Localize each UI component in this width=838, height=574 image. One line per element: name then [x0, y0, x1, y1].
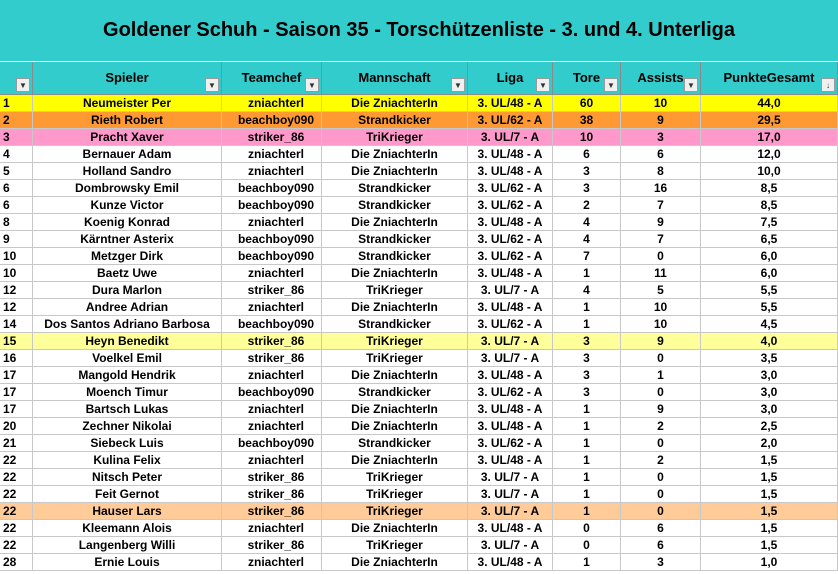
page-title: Goldener Schuh - Saison 35 - Torschützenliste - 3. und 4. Unterliga	[103, 19, 735, 41]
cell-liga[interactable]: 3. UL/48 - A	[468, 520, 553, 537]
cell-punkte[interactable]: 3,5	[701, 350, 838, 367]
cell-assists[interactable]: 9	[621, 333, 701, 350]
cell-assists[interactable]: 5	[621, 282, 701, 299]
cell-assists[interactable]: 7	[621, 231, 701, 248]
cell-liga[interactable]: 3. UL/7 - A	[468, 503, 553, 520]
cell-spieler[interactable]: Dura Marlon	[33, 282, 222, 299]
cell-rank[interactable]: 17	[0, 367, 33, 384]
cell-rank[interactable]: 10	[0, 248, 33, 265]
cell-liga[interactable]: 3. UL/7 - A	[468, 350, 553, 367]
cell-liga[interactable]: 3. UL/62 - A	[468, 384, 553, 401]
cell-spieler[interactable]: Rieth Robert	[33, 112, 222, 129]
cell-mannschaft[interactable]: TriKrieger	[322, 503, 468, 520]
cell-tore[interactable]: 3	[553, 180, 621, 197]
cell-liga[interactable]: 3. UL/62 - A	[468, 231, 553, 248]
cell-assists[interactable]: 1	[621, 367, 701, 384]
cell-tore[interactable]: 0	[553, 520, 621, 537]
cell-teamchef[interactable]: beachboy090	[222, 112, 322, 129]
cell-rank[interactable]: 17	[0, 401, 33, 418]
cell-teamchef[interactable]: striker_86	[222, 537, 322, 554]
cell-teamchef[interactable]: striker_86	[222, 503, 322, 520]
cell-spieler[interactable]: Dombrowsky Emil	[33, 180, 222, 197]
cell-assists[interactable]: 0	[621, 435, 701, 452]
cell-tore[interactable]: 1	[553, 452, 621, 469]
cell-tore[interactable]: 2	[553, 197, 621, 214]
cell-tore[interactable]: 10	[553, 129, 621, 146]
cell-rank[interactable]: 22	[0, 520, 33, 537]
cell-tore[interactable]: 1	[553, 418, 621, 435]
table-row[interactable]	[0, 401, 838, 418]
cell-spieler[interactable]: Kleemann Alois	[33, 520, 222, 537]
table-row[interactable]	[0, 248, 838, 265]
column-header-label: PunkteGesamt	[723, 69, 815, 85]
cell-mannschaft[interactable]: Strandkicker	[322, 248, 468, 265]
cell-tore[interactable]: 1	[553, 503, 621, 520]
cell-assists[interactable]: 3	[621, 129, 701, 146]
cell-assists[interactable]: 8	[621, 163, 701, 180]
cell-assists[interactable]: 0	[621, 350, 701, 367]
cell-mannschaft[interactable]: Die ZniachterIn	[322, 452, 468, 469]
cell-rank[interactable]: 12	[0, 282, 33, 299]
table-row[interactable]	[0, 214, 838, 231]
cell-spieler[interactable]: Andree Adrian	[33, 299, 222, 316]
cell-teamchef[interactable]: zniachterl	[222, 520, 322, 537]
table-row[interactable]	[0, 231, 838, 248]
column-header-assists	[621, 62, 701, 95]
table-row[interactable]	[0, 265, 838, 282]
cell-mannschaft[interactable]: TriKrieger	[322, 350, 468, 367]
cell-mannschaft[interactable]: Die ZniachterIn	[322, 520, 468, 537]
cell-mannschaft[interactable]: TriKrieger	[322, 333, 468, 350]
cell-assists[interactable]: 11	[621, 265, 701, 282]
cell-rank[interactable]: 22	[0, 537, 33, 554]
cell-spieler[interactable]: Ernie Louis	[33, 554, 222, 571]
cell-punkte[interactable]: 44,0	[701, 95, 838, 112]
cell-spieler[interactable]: Langenberg Willi	[33, 537, 222, 554]
cell-liga[interactable]: 3. UL/48 - A	[468, 299, 553, 316]
cell-tore[interactable]: 1	[553, 265, 621, 282]
cell-spieler[interactable]: Bernauer Adam	[33, 146, 222, 163]
cell-assists[interactable]: 9	[621, 401, 701, 418]
cell-rank[interactable]: 8	[0, 214, 33, 231]
cell-assists[interactable]: 2	[621, 418, 701, 435]
cell-teamchef[interactable]: zniachterl	[222, 418, 322, 435]
cell-rank[interactable]: 2	[0, 112, 33, 129]
table-row[interactable]	[0, 299, 838, 316]
column-header-label: Teamchef	[241, 69, 302, 85]
cell-liga[interactable]: 3. UL/7 - A	[468, 486, 553, 503]
column-header-rank	[0, 62, 33, 95]
cell-assists[interactable]: 10	[621, 316, 701, 333]
column-header-label: Spieler	[105, 69, 149, 85]
cell-mannschaft[interactable]: Die ZniachterIn	[322, 214, 468, 231]
cell-punkte[interactable]: 3,0	[701, 384, 838, 401]
cell-teamchef[interactable]: zniachterl	[222, 95, 322, 112]
cell-punkte[interactable]: 2,0	[701, 435, 838, 452]
cell-assists[interactable]: 0	[621, 248, 701, 265]
cell-mannschaft[interactable]: Die ZniachterIn	[322, 265, 468, 282]
cell-mannschaft[interactable]: Strandkicker	[322, 231, 468, 248]
cell-assists[interactable]: 0	[621, 503, 701, 520]
sort-descending-icon[interactable]: ↓	[821, 78, 835, 92]
cell-spieler[interactable]: Pracht Xaver	[33, 129, 222, 146]
cell-teamchef[interactable]: striker_86	[222, 333, 322, 350]
cell-punkte[interactable]: 7,5	[701, 214, 838, 231]
cell-mannschaft[interactable]: Strandkicker	[322, 384, 468, 401]
cell-spieler[interactable]: Kulina Felix	[33, 452, 222, 469]
cell-mannschaft[interactable]: Strandkicker	[322, 180, 468, 197]
cell-tore[interactable]: 1	[553, 554, 621, 571]
column-header-punkte	[701, 62, 838, 95]
table-row[interactable]	[0, 537, 838, 554]
filter-dropdown-icon[interactable]: ▼	[536, 78, 550, 92]
table-row[interactable]	[0, 180, 838, 197]
table-row[interactable]	[0, 418, 838, 435]
table-row[interactable]	[0, 163, 838, 180]
cell-spieler[interactable]: Siebeck Luis	[33, 435, 222, 452]
cell-rank[interactable]: 5	[0, 163, 33, 180]
cell-assists[interactable]: 2	[621, 452, 701, 469]
cell-liga[interactable]: 3. UL/62 - A	[468, 112, 553, 129]
cell-teamchef[interactable]: beachboy090	[222, 435, 322, 452]
cell-tore[interactable]: 3	[553, 350, 621, 367]
cell-spieler[interactable]: Neumeister Per	[33, 95, 222, 112]
cell-assists[interactable]: 0	[621, 486, 701, 503]
cell-spieler[interactable]: Zechner Nikolai	[33, 418, 222, 435]
cell-rank[interactable]: 6	[0, 197, 33, 214]
cell-teamchef[interactable]: zniachterl	[222, 452, 322, 469]
cell-punkte[interactable]: 8,5	[701, 197, 838, 214]
cell-punkte[interactable]: 6,0	[701, 248, 838, 265]
cell-liga[interactable]: 3. UL/62 - A	[468, 248, 553, 265]
cell-spieler[interactable]: Heyn Benedikt	[33, 333, 222, 350]
column-header-label: Liga	[496, 69, 524, 85]
cell-punkte[interactable]: 8,5	[701, 180, 838, 197]
cell-teamchef[interactable]: beachboy090	[222, 316, 322, 333]
cell-assists[interactable]: 16	[621, 180, 701, 197]
column-header-label: Mannschaft	[358, 69, 431, 85]
cell-teamchef[interactable]: beachboy090	[222, 248, 322, 265]
cell-punkte[interactable]: 2,5	[701, 418, 838, 435]
cell-mannschaft[interactable]: TriKrieger	[322, 537, 468, 554]
cell-punkte[interactable]: 1,5	[701, 452, 838, 469]
cell-liga[interactable]: 3. UL/48 - A	[468, 163, 553, 180]
table-row[interactable]	[0, 95, 838, 112]
table-row[interactable]	[0, 469, 838, 486]
cell-assists[interactable]: 0	[621, 384, 701, 401]
table-row[interactable]	[0, 520, 838, 537]
cell-liga[interactable]: 3. UL/62 - A	[468, 180, 553, 197]
cell-assists[interactable]: 6	[621, 520, 701, 537]
cell-punkte[interactable]: 4,5	[701, 316, 838, 333]
cell-tore[interactable]: 3	[553, 367, 621, 384]
cell-rank[interactable]: 1	[0, 95, 33, 112]
table-row[interactable]	[0, 112, 838, 129]
cell-punkte[interactable]: 6,0	[701, 265, 838, 282]
cell-punkte[interactable]: 4,0	[701, 333, 838, 350]
cell-liga[interactable]: 3. UL/48 - A	[468, 418, 553, 435]
cell-teamchef[interactable]: zniachterl	[222, 554, 322, 571]
cell-rank[interactable]: 22	[0, 469, 33, 486]
cell-tore[interactable]: 4	[553, 214, 621, 231]
cell-teamchef[interactable]: zniachterl	[222, 163, 322, 180]
cell-rank[interactable]: 15	[0, 333, 33, 350]
filter-dropdown-icon[interactable]: ▼	[451, 78, 465, 92]
table-row[interactable]	[0, 350, 838, 367]
cell-punkte[interactable]: 1,0	[701, 554, 838, 571]
cell-rank[interactable]: 9	[0, 231, 33, 248]
column-header-mannschaft	[322, 62, 468, 95]
cell-liga[interactable]: 3. UL/7 - A	[468, 129, 553, 146]
cell-spieler[interactable]: Voelkel Emil	[33, 350, 222, 367]
cell-punkte[interactable]: 17,0	[701, 129, 838, 146]
column-header-label: Tore	[572, 69, 601, 85]
cell-mannschaft[interactable]: Strandkicker	[322, 112, 468, 129]
cell-teamchef[interactable]: zniachterl	[222, 299, 322, 316]
cell-liga[interactable]: 3. UL/48 - A	[468, 367, 553, 384]
cell-mannschaft[interactable]: TriKrieger	[322, 469, 468, 486]
cell-tore[interactable]: 1	[553, 299, 621, 316]
cell-liga[interactable]: 3. UL/48 - A	[468, 554, 553, 571]
cell-spieler[interactable]: Metzger Dirk	[33, 248, 222, 265]
cell-liga[interactable]: 3. UL/7 - A	[468, 537, 553, 554]
cell-rank[interactable]: 16	[0, 350, 33, 367]
filter-dropdown-icon[interactable]: ▼	[684, 78, 698, 92]
cell-punkte[interactable]: 1,5	[701, 503, 838, 520]
cell-punkte[interactable]: 3,0	[701, 401, 838, 418]
cell-tore[interactable]: 6	[553, 146, 621, 163]
cell-mannschaft[interactable]: Die ZniachterIn	[322, 299, 468, 316]
cell-spieler[interactable]: Holland Sandro	[33, 163, 222, 180]
cell-punkte[interactable]: 6,5	[701, 231, 838, 248]
table-row[interactable]	[0, 367, 838, 384]
cell-liga[interactable]: 3. UL/48 - A	[468, 401, 553, 418]
cell-mannschaft[interactable]: Die ZniachterIn	[322, 95, 468, 112]
cell-rank[interactable]: 10	[0, 265, 33, 282]
cell-assists[interactable]: 7	[621, 197, 701, 214]
cell-spieler[interactable]: Kärntner Asterix	[33, 231, 222, 248]
cell-spieler[interactable]: Hauser Lars	[33, 503, 222, 520]
cell-spieler[interactable]: Feit Gernot	[33, 486, 222, 503]
column-header-tore	[553, 62, 621, 95]
cell-spieler[interactable]: Bartsch Lukas	[33, 401, 222, 418]
cell-tore[interactable]: 4	[553, 282, 621, 299]
cell-liga[interactable]: 3. UL/48 - A	[468, 146, 553, 163]
table-row[interactable]	[0, 129, 838, 146]
table-row[interactable]	[0, 316, 838, 333]
cell-teamchef[interactable]: striker_86	[222, 282, 322, 299]
table-row[interactable]	[0, 486, 838, 503]
table-row[interactable]	[0, 197, 838, 214]
column-header-teamchef	[222, 62, 322, 95]
cell-punkte[interactable]: 5,5	[701, 299, 838, 316]
cell-spieler[interactable]: Dos Santos Adriano Barbosa	[33, 316, 222, 333]
cell-liga[interactable]: 3. UL/48 - A	[468, 265, 553, 282]
cell-mannschaft[interactable]: Strandkicker	[322, 435, 468, 452]
cell-rank[interactable]: 3	[0, 129, 33, 146]
cell-rank[interactable]: 22	[0, 503, 33, 520]
cell-rank[interactable]: 21	[0, 435, 33, 452]
cell-rank[interactable]: 20	[0, 418, 33, 435]
cell-teamchef[interactable]: beachboy090	[222, 197, 322, 214]
cell-spieler[interactable]: Koenig Konrad	[33, 214, 222, 231]
cell-punkte[interactable]: 5,5	[701, 282, 838, 299]
cell-teamchef[interactable]: zniachterl	[222, 214, 322, 231]
cell-liga[interactable]: 3. UL/62 - A	[468, 316, 553, 333]
cell-assists[interactable]: 9	[621, 214, 701, 231]
table-row[interactable]	[0, 435, 838, 452]
cell-teamchef[interactable]: zniachterl	[222, 265, 322, 282]
cell-mannschaft[interactable]: Die ZniachterIn	[322, 554, 468, 571]
cell-liga[interactable]: 3. UL/48 - A	[468, 452, 553, 469]
cell-tore[interactable]: 1	[553, 486, 621, 503]
cell-teamchef[interactable]: zniachterl	[222, 367, 322, 384]
table-body	[0, 95, 838, 571]
cell-assists[interactable]: 6	[621, 537, 701, 554]
cell-punkte[interactable]: 1,5	[701, 537, 838, 554]
table-row[interactable]	[0, 503, 838, 520]
cell-spieler[interactable]: Kunze Victor	[33, 197, 222, 214]
cell-liga[interactable]: 3. UL/7 - A	[468, 282, 553, 299]
cell-punkte[interactable]: 3,0	[701, 367, 838, 384]
cell-mannschaft[interactable]: Die ZniachterIn	[322, 163, 468, 180]
cell-tore[interactable]: 38	[553, 112, 621, 129]
cell-teamchef[interactable]: zniachterl	[222, 401, 322, 418]
cell-mannschaft[interactable]: Die ZniachterIn	[322, 401, 468, 418]
filter-dropdown-icon[interactable]: ▼	[604, 78, 618, 92]
cell-rank[interactable]: 28	[0, 554, 33, 571]
cell-teamchef[interactable]: beachboy090	[222, 180, 322, 197]
title-bar	[0, 0, 838, 61]
cell-teamchef[interactable]: beachboy090	[222, 231, 322, 248]
cell-mannschaft[interactable]: Die ZniachterIn	[322, 418, 468, 435]
table-row[interactable]	[0, 282, 838, 299]
cell-tore[interactable]: 1	[553, 435, 621, 452]
filter-dropdown-icon[interactable]: ▼	[16, 78, 30, 92]
cell-tore[interactable]: 0	[553, 537, 621, 554]
cell-tore[interactable]: 3	[553, 384, 621, 401]
cell-assists[interactable]: 9	[621, 112, 701, 129]
cell-spieler[interactable]: Baetz Uwe	[33, 265, 222, 282]
cell-rank[interactable]: 12	[0, 299, 33, 316]
cell-liga[interactable]: 3. UL/62 - A	[468, 435, 553, 452]
cell-mannschaft[interactable]: Strandkicker	[322, 197, 468, 214]
table-header	[0, 62, 838, 95]
table-row[interactable]	[0, 554, 838, 571]
cell-teamchef[interactable]: striker_86	[222, 350, 322, 367]
cell-spieler[interactable]: Mangold Hendrik	[33, 367, 222, 384]
cell-liga[interactable]: 3. UL/7 - A	[468, 469, 553, 486]
cell-tore[interactable]: 7	[553, 248, 621, 265]
cell-tore[interactable]: 1	[553, 401, 621, 418]
cell-tore[interactable]: 1	[553, 316, 621, 333]
cell-punkte[interactable]: 1,5	[701, 520, 838, 537]
table-row[interactable]	[0, 333, 838, 350]
table-row[interactable]	[0, 146, 838, 163]
cell-mannschaft[interactable]: Die ZniachterIn	[322, 367, 468, 384]
cell-spieler[interactable]: Moench Timur	[33, 384, 222, 401]
column-header-label: Assists	[637, 69, 684, 85]
cell-teamchef[interactable]: zniachterl	[222, 146, 322, 163]
cell-assists[interactable]: 0	[621, 469, 701, 486]
table-row[interactable]	[0, 384, 838, 401]
cell-teamchef[interactable]: striker_86	[222, 486, 322, 503]
cell-liga[interactable]: 3. UL/7 - A	[468, 333, 553, 350]
column-header-liga	[468, 62, 553, 95]
cell-liga[interactable]: 3. UL/48 - A	[468, 95, 553, 112]
cell-assists[interactable]: 6	[621, 146, 701, 163]
cell-tore[interactable]: 4	[553, 231, 621, 248]
cell-mannschaft[interactable]: Strandkicker	[322, 316, 468, 333]
cell-rank[interactable]: 4	[0, 146, 33, 163]
cell-rank[interactable]: 22	[0, 452, 33, 469]
cell-teamchef[interactable]: beachboy090	[222, 384, 322, 401]
cell-mannschaft[interactable]: TriKrieger	[322, 282, 468, 299]
cell-assists[interactable]: 10	[621, 299, 701, 316]
cell-spieler[interactable]: Nitsch Peter	[33, 469, 222, 486]
cell-liga[interactable]: 3. UL/48 - A	[468, 214, 553, 231]
cell-punkte[interactable]: 10,0	[701, 163, 838, 180]
cell-tore[interactable]: 60	[553, 95, 621, 112]
cell-liga[interactable]: 3. UL/62 - A	[468, 197, 553, 214]
cell-assists[interactable]: 10	[621, 95, 701, 112]
cell-punkte[interactable]: 12,0	[701, 146, 838, 163]
cell-tore[interactable]: 3	[553, 333, 621, 350]
cell-punkte[interactable]: 1,5	[701, 469, 838, 486]
cell-teamchef[interactable]: striker_86	[222, 129, 322, 146]
cell-punkte[interactable]: 1,5	[701, 486, 838, 503]
cell-rank[interactable]: 6	[0, 180, 33, 197]
cell-rank[interactable]: 17	[0, 384, 33, 401]
filter-dropdown-icon[interactable]: ▼	[205, 78, 219, 92]
cell-tore[interactable]: 3	[553, 163, 621, 180]
cell-rank[interactable]: 22	[0, 486, 33, 503]
cell-mannschaft[interactable]: Die ZniachterIn	[322, 146, 468, 163]
filter-dropdown-icon[interactable]: ▼	[305, 78, 319, 92]
cell-punkte[interactable]: 29,5	[701, 112, 838, 129]
column-header-spieler	[33, 62, 222, 95]
cell-tore[interactable]: 1	[553, 469, 621, 486]
cell-teamchef[interactable]: striker_86	[222, 469, 322, 486]
cell-mannschaft[interactable]: TriKrieger	[322, 486, 468, 503]
cell-mannschaft[interactable]: TriKrieger	[322, 129, 468, 146]
cell-assists[interactable]: 3	[621, 554, 701, 571]
table-row[interactable]	[0, 452, 838, 469]
cell-rank[interactable]: 14	[0, 316, 33, 333]
